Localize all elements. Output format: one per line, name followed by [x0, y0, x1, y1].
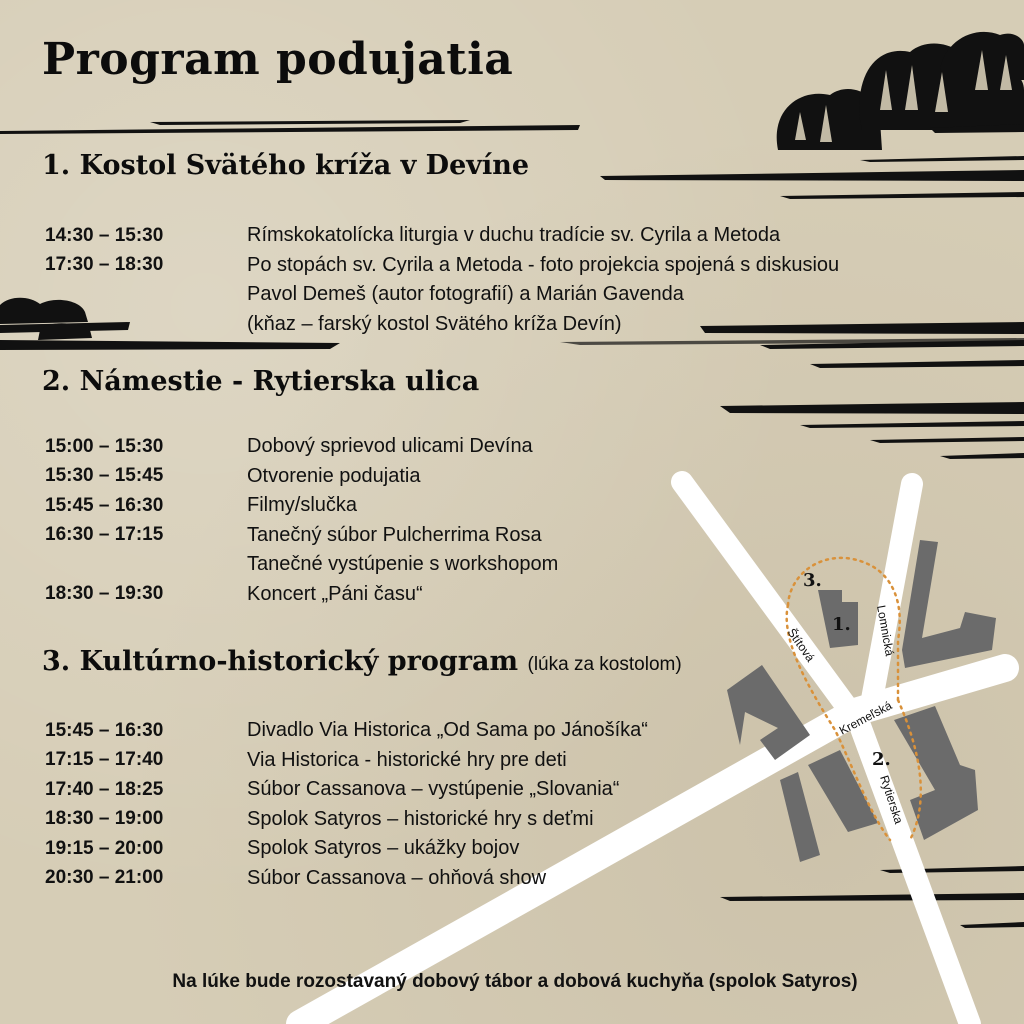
section-heading-3: [42, 646, 682, 677]
schedule-row: [45, 580, 558, 610]
schedule-description: Tanečné vystúpenie s workshopom: [247, 553, 559, 576]
schedule-description: Dobový sprievod ulicami Devína: [247, 435, 533, 458]
schedule-time: 14:30 – 15:30: [45, 224, 164, 246]
schedule-row: [45, 834, 648, 864]
schedule-description: Spolok Satyros – historické hry s deťmi: [247, 807, 594, 830]
schedule-time: 20:30 – 21:00: [45, 867, 164, 889]
schedule-description: Via Historica - historické hry pre deti: [247, 748, 567, 771]
section-heading-1: [42, 150, 529, 181]
schedule-description: Tanečný súbor Pulcherrima Rosa: [247, 523, 542, 546]
schedule-list-3: [45, 716, 648, 893]
schedule-time: 17:30 – 18:30: [45, 254, 164, 276]
schedule-time: 18:30 – 19:30: [45, 583, 164, 605]
schedule-time: 17:40 – 18:25: [45, 778, 164, 800]
schedule-row: [45, 251, 839, 281]
schedule-row: [45, 716, 648, 746]
map-marker-3: 3.: [803, 570, 822, 591]
schedule-row: [45, 221, 839, 251]
schedule-time: 15:45 – 16:30: [45, 494, 164, 516]
schedule-row: [45, 805, 648, 835]
section-heading-2: [42, 366, 479, 397]
schedule-description: Koncert „Páni času“: [247, 582, 423, 605]
schedule-row: [45, 746, 648, 776]
schedule-row: [45, 280, 839, 310]
schedule-description: Súbor Cassanova – ohňová show: [247, 866, 547, 889]
schedule-time: 15:30 – 15:45: [45, 465, 164, 487]
schedule-description: Divadlo Via Historica „Od Sama po Jánošíka“: [247, 719, 648, 742]
schedule-list-2: [45, 432, 558, 609]
schedule-row: [45, 550, 558, 580]
section-heading-1-text: 1. Kostol Svätého kríža v Devíne: [42, 150, 530, 181]
schedule-time: 17:15 – 17:40: [45, 749, 164, 771]
schedule-row: [45, 864, 648, 894]
schedule-description: Otvorenie podujatia: [247, 464, 421, 487]
street-label-rytierska: Rytierska: [877, 773, 906, 826]
schedule-row: [45, 521, 558, 551]
page-title: Program podujatia: [42, 34, 514, 85]
schedule-description: Po stopách sv. Cyrila a Metoda - foto projekcia spojená s diskusiou: [247, 253, 840, 276]
schedule-list-1: [45, 221, 839, 339]
map-marker-2: 2.: [872, 749, 891, 770]
street-label-kremelska: Kremeľská: [836, 698, 895, 738]
schedule-time: 15:00 – 15:30: [45, 435, 164, 457]
schedule-row: [45, 432, 558, 462]
schedule-description: Súbor Cassanova – vystúpenie „Slovania“: [247, 778, 620, 801]
schedule-description: (kňaz – farský kostol Svätého kríža Devín): [247, 312, 622, 335]
map-marker-1: 1.: [832, 614, 851, 635]
street-label-stitova: Štítová: [784, 625, 818, 665]
section-heading-2-text: 2. Námestie - Rytierska ulica: [42, 366, 480, 397]
schedule-description: Filmy/slučka: [247, 494, 358, 517]
schedule-time: 15:45 – 16:30: [45, 719, 164, 741]
schedule-description: Rímskokatolícka liturgia v duchu tradície sv. Cyrila a Metoda: [247, 224, 781, 247]
schedule-row: [45, 462, 558, 492]
section-heading-3-text: 3. Kultúrno-historický program: [42, 646, 519, 677]
schedule-description: Spolok Satyros – ukážky bojov: [247, 837, 520, 860]
schedule-description: Pavol Demeš (autor fotografií) a Marián Gavenda: [247, 283, 684, 306]
section-heading-3-note: (lúka za kostolom): [527, 654, 682, 675]
schedule-time: 19:15 – 20:00: [45, 837, 164, 859]
schedule-time: 18:30 – 19:00: [45, 808, 164, 830]
schedule-row: [45, 775, 648, 805]
street-label-lomnicka: Lomnická: [874, 604, 897, 658]
footer-note: Na lúke bude rozostavaný dobový tábor a dobová kuchyňa (spolok Satyros): [172, 971, 858, 992]
schedule-time: 16:30 – 17:15: [45, 524, 164, 546]
schedule-row: [45, 491, 558, 521]
schedule-row: [45, 310, 839, 340]
